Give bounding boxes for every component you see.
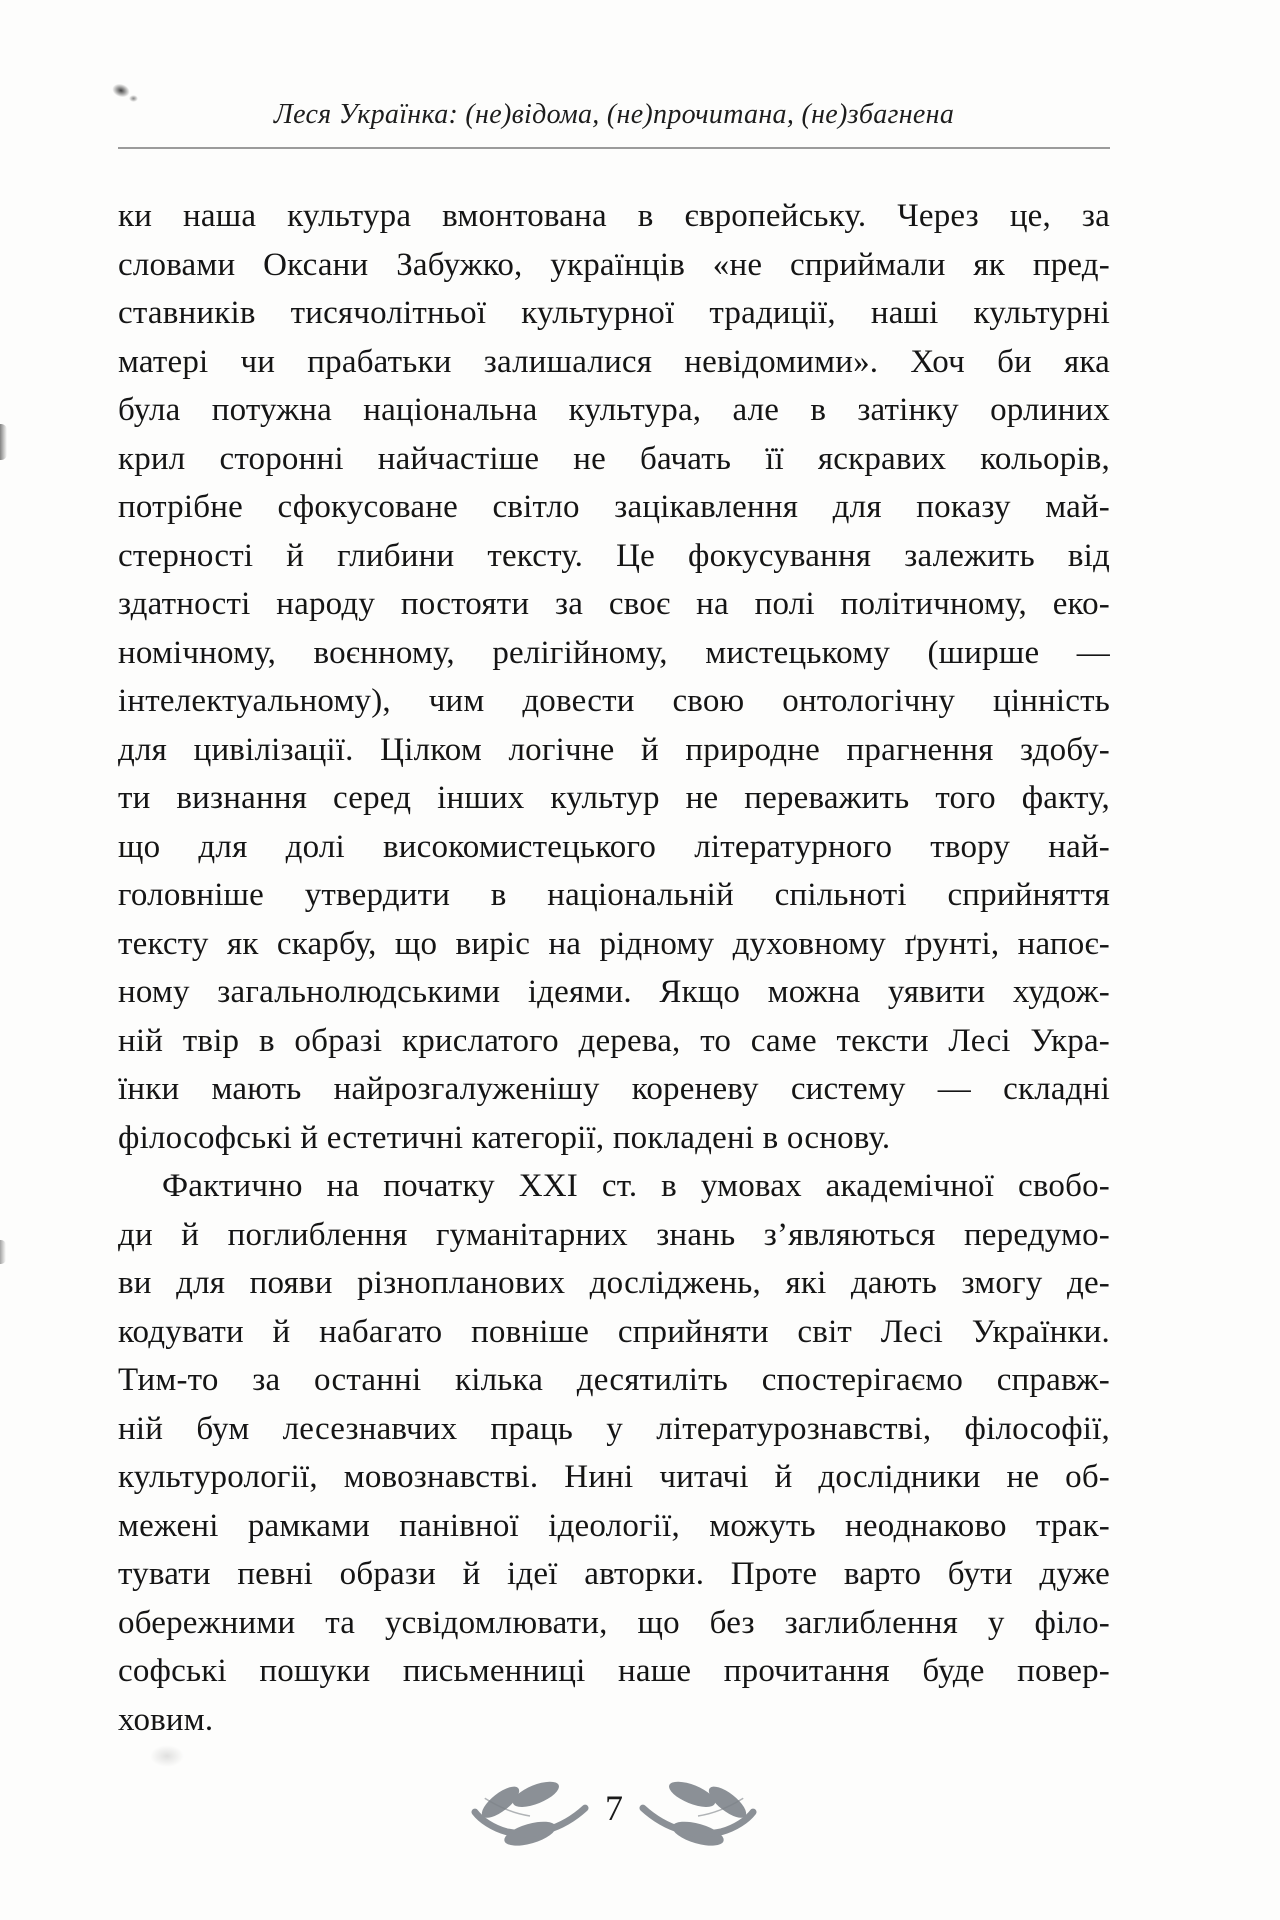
text-line: ній твір в образі крислатого дерева, то саме тексти Лесі Укра-: [118, 1022, 1110, 1059]
text-line: обережними та усвідомлювати, що без заглиблення у філо-: [118, 1604, 1110, 1641]
page-footer: [118, 1778, 1110, 1850]
scan-artifact: [110, 82, 131, 100]
body-text: [118, 192, 1110, 1744]
text-line: номічному, воєнному, релігійному, мистецькому (ширше —: [118, 634, 1110, 671]
laurel-branch-icon: [639, 1778, 757, 1850]
text-line: ти визнання серед інших культур не переважить того факту,: [118, 780, 1110, 816]
text-line: Тим-то за останні кілька десятиліть спостерігаємо справж-: [118, 1362, 1110, 1398]
page-number: 7: [605, 1788, 623, 1828]
text-line: їнки мають найрозгалуженішу кореневу систему — складні: [118, 1071, 1110, 1107]
text-line: культурології, мовознавстві. Нині читачі й дослідники не об-: [118, 1459, 1110, 1495]
scan-artifact: [0, 1240, 6, 1264]
text-line: ди й поглиблення гуманітарних знань з’являються передумо-: [118, 1216, 1110, 1253]
text-line: філософські й естетичні категорії, покладені в основу.: [118, 1119, 891, 1156]
running-header: [118, 98, 1110, 149]
text-line: здатності народу постояти за своє на полі політичному, еко-: [118, 586, 1110, 622]
page-header-title: Леся Українка: (не)відома, (не)прочитана, (не)збагнена: [273, 99, 955, 130]
text-line: ному загальнолюдськими ідеями. Якщо можна уявити худож-: [118, 974, 1110, 1010]
text-line: головніше утвердити в національній спільноті сприйняття: [118, 877, 1110, 913]
scan-artifact: [0, 424, 7, 460]
laurel-branch-icon: [471, 1778, 589, 1850]
text-line: що для долі високомистецького літературного твору най-: [118, 828, 1110, 865]
text-line: стерності й глибини тексту. Це фокусування залежить від: [118, 537, 1110, 574]
text-line: тувати певні образи й ідеї авторки. Проте варто бути дуже: [118, 1556, 1110, 1592]
text-line: ховим.: [118, 1701, 214, 1738]
text-line: кодувати й набагато повніше сприйняти світ Лесі Українки.: [118, 1313, 1110, 1350]
text-line: межені рамками панівної ідеології, можуть неоднаково трак-: [118, 1507, 1110, 1544]
text-line: софські пошуки письменниці наше прочитання буде повер-: [118, 1653, 1110, 1689]
text-line: ви для появи різнопланових досліджень, які дають змогу де-: [118, 1265, 1110, 1301]
text-line: для цивілізації. Цілком логічне й природне прагнення здобу-: [118, 731, 1110, 768]
text-line: крил сторонні найчастіше не бачать її яскравих кольорів,: [118, 440, 1110, 477]
text-line: ній бум лесезнавчих праць у літературознавстві, філософії,: [118, 1410, 1110, 1447]
text-line: інтелектуальному), чим довести свою онтологічну цінність: [118, 683, 1110, 719]
scan-artifact: [150, 1745, 184, 1767]
text-line: ки наша культура вмонтована в європейську. Через це, за: [118, 198, 1110, 234]
text-line: була потужна національна культура, але в затінку орлиних: [118, 392, 1110, 428]
text-line: словами Оксани Забужко, українців «не сприймали як пред-: [118, 246, 1110, 283]
text-line: тексту як скарбу, що виріс на рідному духовному ґрунті, напоє-: [118, 925, 1110, 962]
text-line: потрібне сфокусоване світло зацікавлення для показу май-: [118, 489, 1110, 525]
text-line: Фактично на початку XXI ст. в умовах академічної свобо-: [162, 1168, 1110, 1204]
text-line: матері чи прабатьки залишалися невідомими». Хоч би яка: [118, 343, 1110, 380]
text-line: ставників тисячолітньої культурної традиції, наші культурні: [118, 295, 1110, 331]
